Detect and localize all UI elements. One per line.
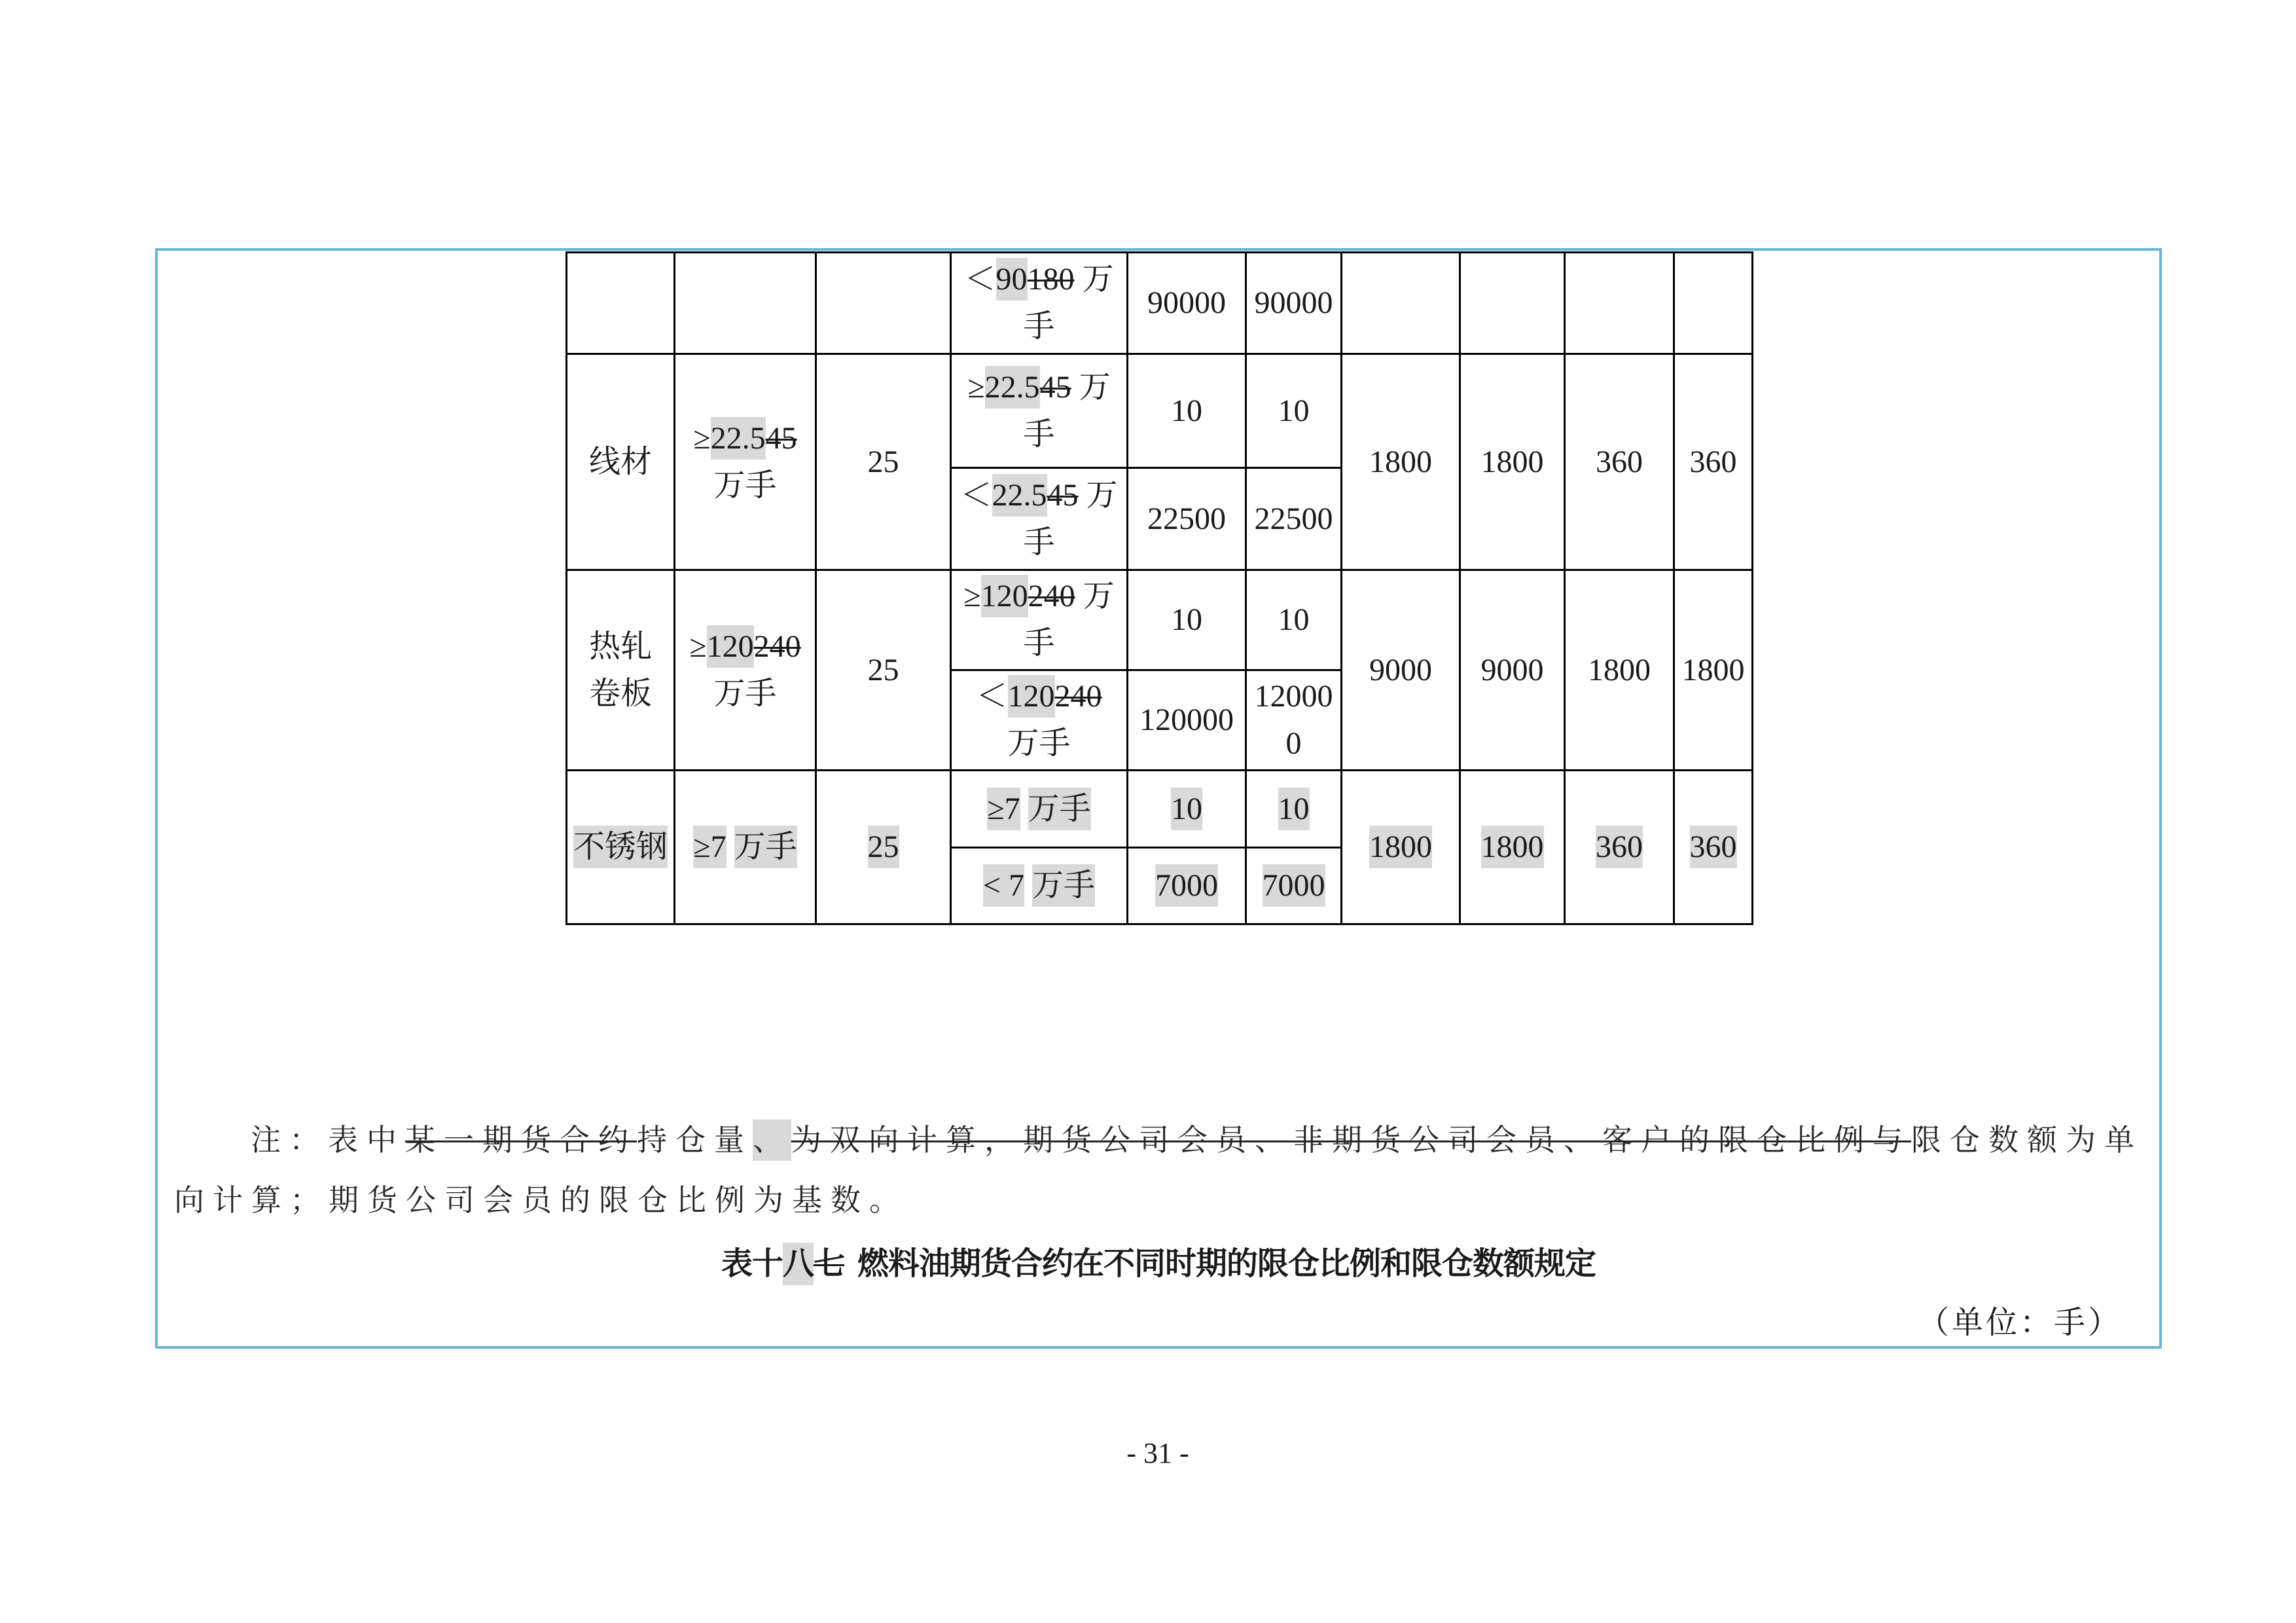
comparison-operator: ≥ <box>689 629 707 664</box>
comparison-operator: ＜ <box>964 262 996 297</box>
limit-value: 1800 <box>1369 826 1432 868</box>
limit-value: 1800 <box>1481 826 1544 868</box>
empty-cell <box>1565 253 1674 354</box>
threshold-value: ≥7 <box>693 826 726 868</box>
limit-value-cell <box>1565 771 1674 924</box>
product-name-cell <box>567 570 675 771</box>
limit-value-cell: 1800 <box>1460 354 1565 570</box>
limit-value-cell: 1800 <box>1674 570 1753 771</box>
limit-value-cell: 10 <box>1246 570 1342 670</box>
deleted-value: 240 <box>1054 679 1102 714</box>
position-limit-table <box>565 251 1753 925</box>
limit-value-cell <box>1128 848 1246 924</box>
threshold-cell <box>675 570 816 771</box>
limit-value-cell: 120000 <box>1246 670 1342 771</box>
product-name-cell: 线材 <box>567 354 675 570</box>
comparison-operator: ＜ <box>960 477 992 513</box>
limit-value: 10 <box>1171 788 1202 830</box>
caption-prefix: 表十 <box>721 1247 783 1281</box>
unit-label: 手 <box>1023 524 1055 560</box>
limit-value-cell: 10 <box>1128 354 1246 468</box>
limit-value-cell <box>1246 771 1342 848</box>
empty-cell <box>1460 253 1565 354</box>
revised-value: 90 <box>996 258 1028 301</box>
limit-value-cell: 22500 <box>1128 468 1246 570</box>
revised-value: 22.5 <box>711 417 766 460</box>
table-row <box>567 253 1753 354</box>
ratio-value: 25 <box>868 826 899 868</box>
unit-label: 手 <box>1023 626 1055 661</box>
limit-value-cell: 90000 <box>1246 253 1342 354</box>
limit-value-cell: 360 <box>1674 354 1753 570</box>
product-name: 不锈钢 <box>573 826 668 868</box>
page-number: - 31 - <box>1126 1437 1189 1469</box>
deleted-value: 180 <box>1027 262 1075 297</box>
table-note <box>174 1110 2145 1231</box>
highlighted-text: 、 <box>753 1120 791 1161</box>
unit-label: 手 <box>1023 309 1055 344</box>
limit-value-cell: 90000 <box>1128 253 1246 354</box>
empty-cell <box>675 253 816 354</box>
deleted-value: 45 <box>1039 369 1071 405</box>
limit-value-cell: 120000 <box>1128 670 1246 771</box>
ratio-cell: 25 <box>816 570 951 771</box>
empty-cell <box>1674 253 1753 354</box>
comparison-operator: ＜ <box>976 679 1008 714</box>
note-text: 注：表中 <box>251 1123 405 1157</box>
revised-value: 22.5 <box>992 474 1047 517</box>
revised-value: 22.5 <box>985 366 1040 409</box>
position-range-cell <box>951 848 1128 924</box>
limit-value-cell: 9000 <box>1342 570 1460 771</box>
limit-value: 7000 <box>1155 864 1218 907</box>
product-name: 热轧卷板 <box>588 629 652 711</box>
limit-value-cell: 10 <box>1246 354 1342 468</box>
table-caption <box>155 1244 2162 1285</box>
position-range-cell <box>951 771 1128 848</box>
table-row <box>567 570 1753 670</box>
deleted-text: 为双向计算，期货公司会员、非期货公司会员、客户的限仓比例与 <box>791 1123 1911 1157</box>
note-text: 持仓量 <box>637 1123 753 1157</box>
limit-value-cell: 10 <box>1128 570 1246 670</box>
position-range-cell <box>951 354 1128 468</box>
limit-value-cell <box>1246 848 1342 924</box>
threshold-value: ≥7 <box>987 788 1020 830</box>
limit-value: 360 <box>1596 826 1643 868</box>
deleted-text: 七 <box>814 1247 845 1281</box>
empty-cell <box>816 253 951 354</box>
unit-label: 万 <box>1086 477 1118 513</box>
limit-value-cell <box>1342 771 1460 924</box>
comparison-operator: ≥ <box>693 420 711 456</box>
position-range-cell <box>951 670 1128 771</box>
revised-value: 120 <box>1008 675 1055 718</box>
unit-label: 万手 <box>713 676 777 711</box>
limit-value-cell <box>1460 771 1565 924</box>
unit-label: 万 <box>1082 262 1114 297</box>
unit-label: 万手 <box>713 467 777 503</box>
comparison-operator: ≥ <box>967 369 985 405</box>
limit-value: 10 <box>1278 788 1310 830</box>
unit-label: 万手 <box>1032 864 1095 907</box>
deleted-value: 240 <box>1028 579 1075 613</box>
ratio-cell: 25 <box>816 354 951 570</box>
limit-value-cell <box>1674 771 1753 924</box>
limit-value: 7000 <box>1263 864 1325 907</box>
unit-label: 万 <box>1079 369 1111 405</box>
unit-label: 万 <box>1083 579 1115 613</box>
revised-value: 120 <box>707 625 754 668</box>
limit-value-cell: 22500 <box>1246 468 1342 570</box>
limit-value-cell <box>1128 771 1246 848</box>
inserted-text: 八 <box>783 1243 814 1285</box>
deleted-text: 某一期货合约 <box>405 1123 637 1157</box>
limit-value-cell: 1800 <box>1565 570 1674 771</box>
empty-cell <box>567 253 675 354</box>
threshold-cell <box>675 771 816 924</box>
threshold-cell <box>675 354 816 570</box>
unit-label: 万手 <box>1007 726 1071 761</box>
position-range-cell <box>951 468 1128 570</box>
ratio-cell <box>816 771 951 924</box>
unit-label: 万手 <box>734 826 797 868</box>
position-range-cell <box>951 570 1128 670</box>
unit-label: 手 <box>1023 416 1055 452</box>
product-name-cell <box>567 771 675 924</box>
limit-value: 360 <box>1690 826 1737 868</box>
caption-title: 燃料油期货合约在不同时期的限仓比例和限仓数额规定 <box>857 1247 1596 1281</box>
unit-note: （单位：手） <box>1917 1305 2122 1340</box>
deleted-value: 240 <box>753 629 801 664</box>
limit-value-cell: 9000 <box>1460 570 1565 771</box>
position-range-cell <box>951 253 1128 354</box>
deleted-value: 45 <box>1047 477 1079 513</box>
unit-label: 万手 <box>1028 788 1091 830</box>
deleted-value: 45 <box>765 420 797 456</box>
revised-value: 120 <box>981 575 1028 617</box>
limit-value-cell: 360 <box>1565 354 1674 570</box>
empty-cell <box>1342 253 1460 354</box>
comparison-operator: ≥ <box>963 579 981 613</box>
threshold-value: < 7 <box>983 864 1024 907</box>
note-text: 限仓数额为单向计算；期货公司会员的限仓比例为基数。 <box>174 1123 2143 1217</box>
limit-value-cell: 1800 <box>1342 354 1460 570</box>
table-row <box>567 354 1753 468</box>
table-row <box>567 771 1753 848</box>
